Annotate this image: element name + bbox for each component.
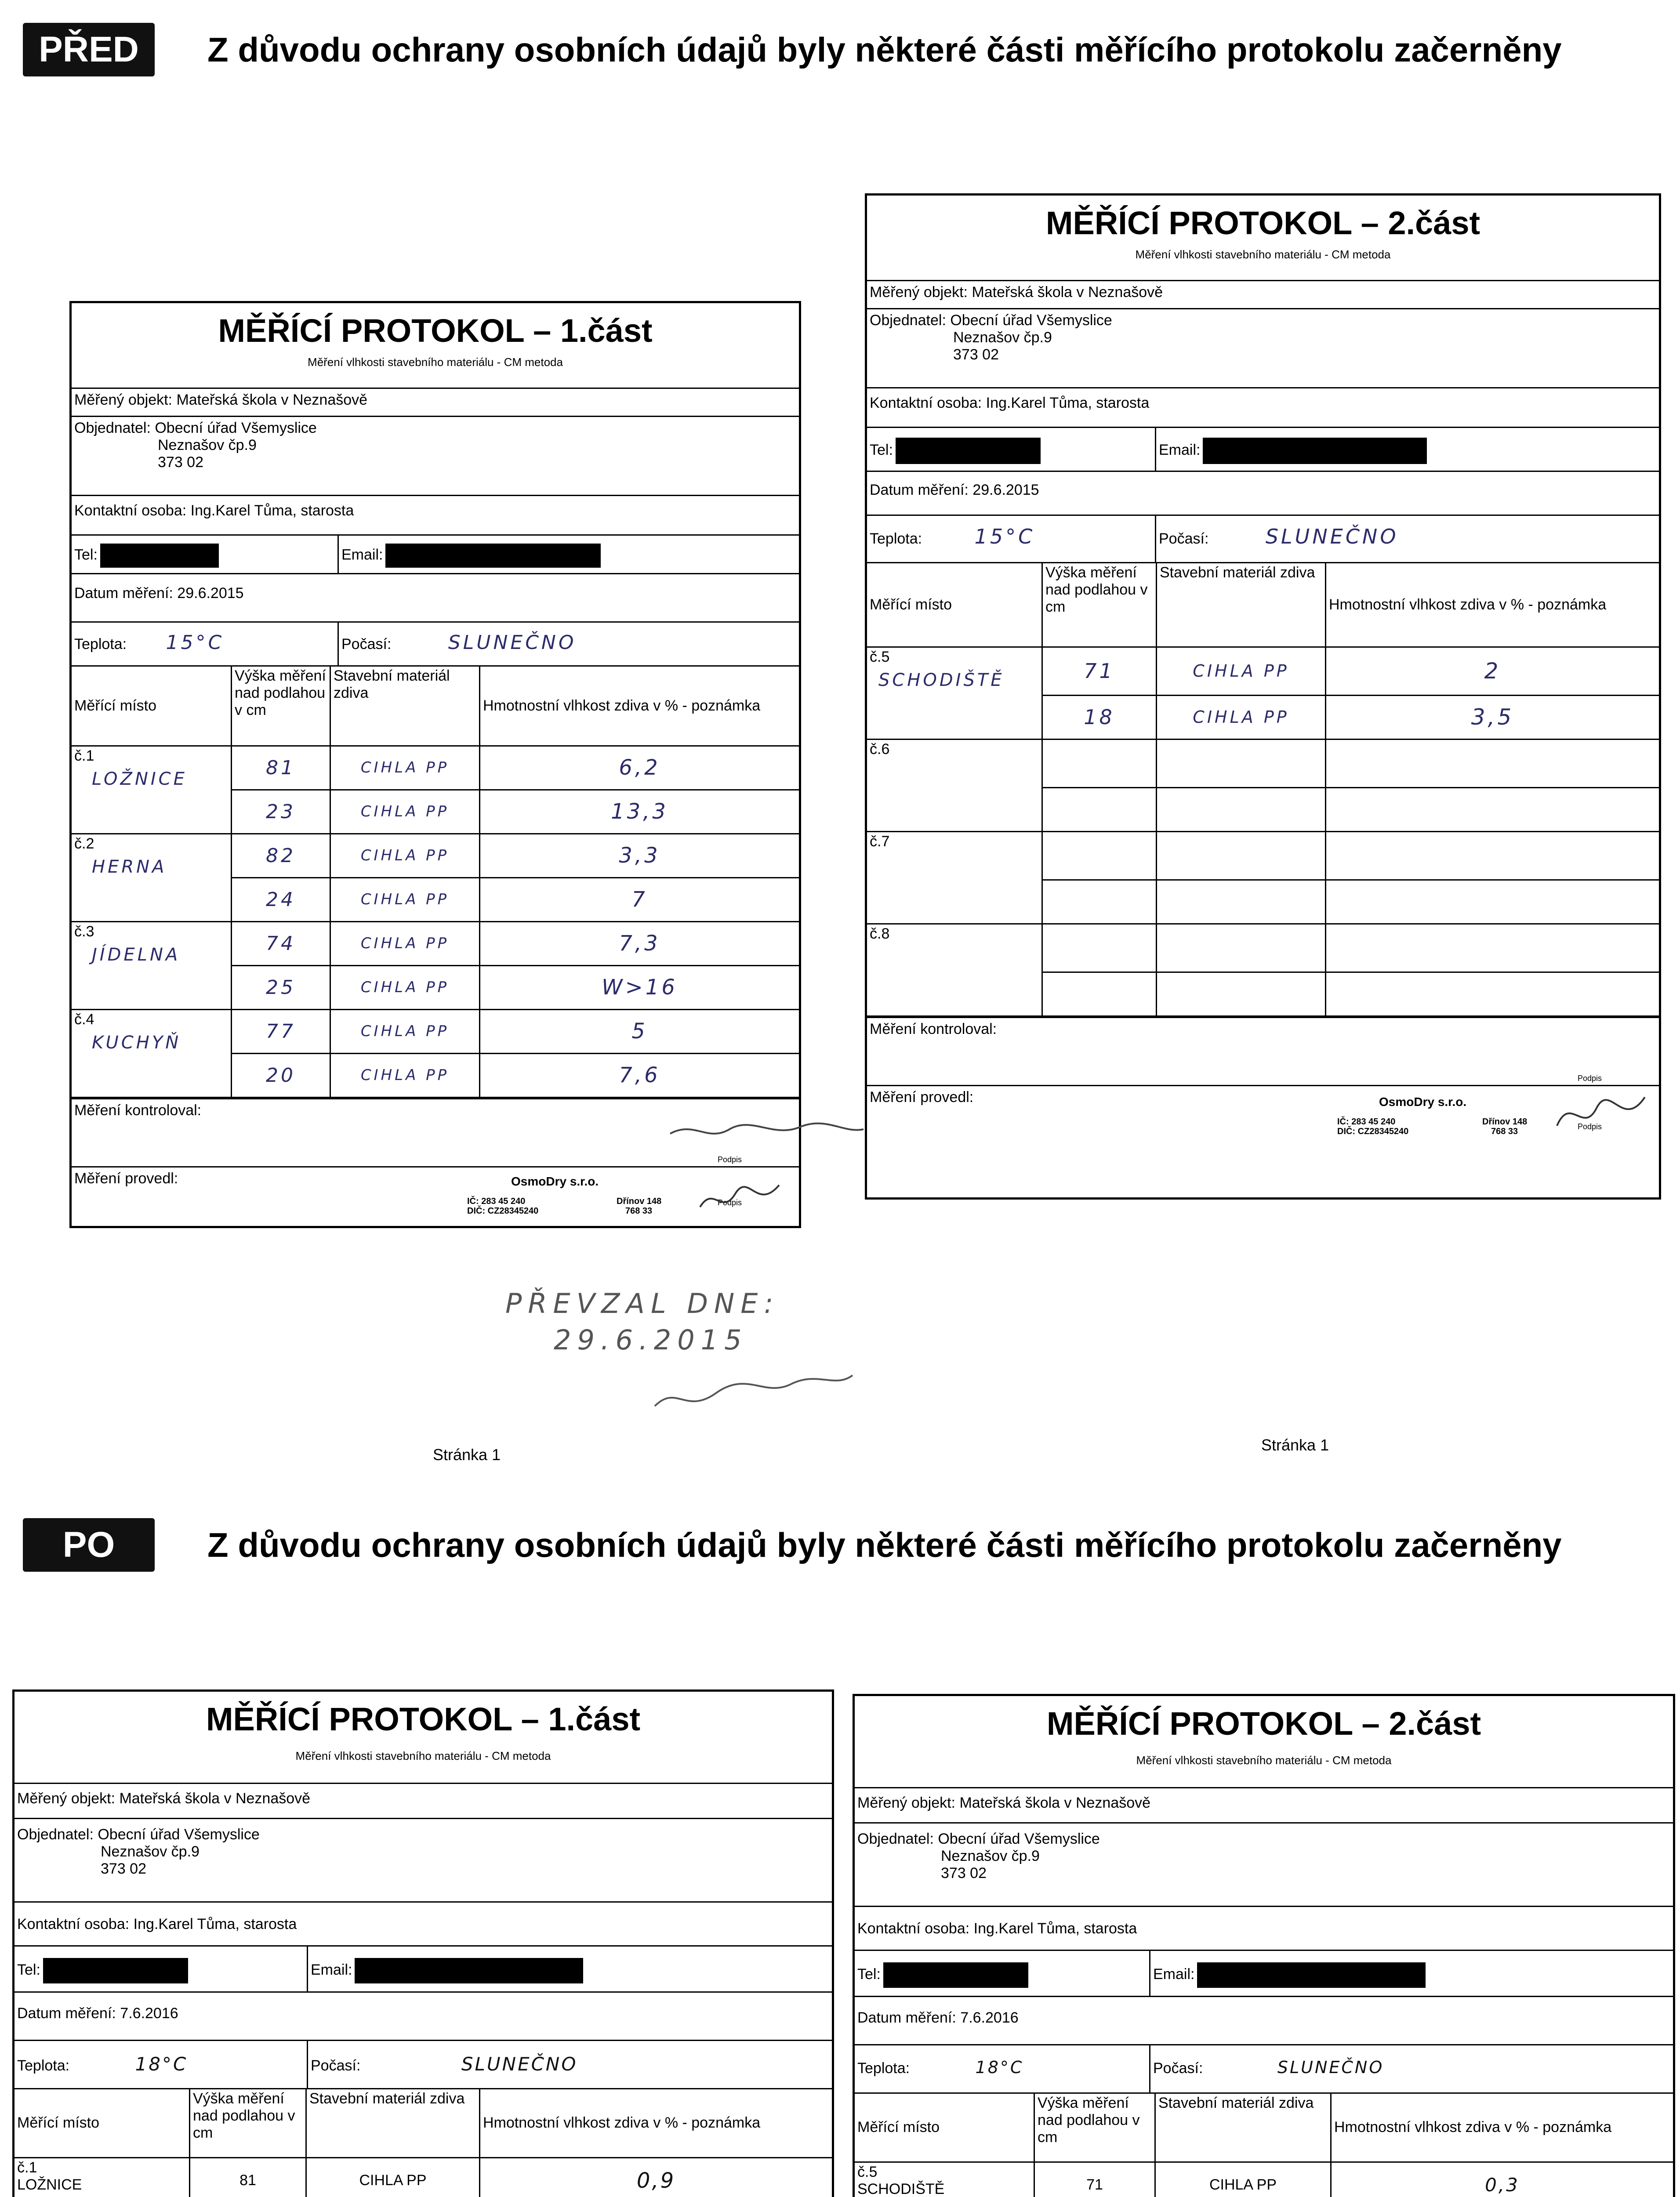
email-cell [337, 536, 799, 573]
moisture-value: 7,6 [480, 1053, 799, 1097]
temp-value: 18°C [135, 2053, 188, 2075]
date-row [15, 1993, 832, 2041]
material-value: CIHLA PP [306, 2157, 480, 2197]
object-text: Měřený objekt: Mateřská škola v Neznašově [74, 392, 368, 408]
moisture-value: 0,3 [1331, 2162, 1673, 2197]
place-cell [867, 647, 1042, 739]
temp-cell [855, 2045, 1149, 2092]
contact-row [72, 496, 799, 536]
material-value: CIHLA PP [330, 965, 480, 1009]
podpis-label: Podpis [717, 1198, 742, 1207]
temp-weather-row [867, 516, 1659, 563]
table-header-row [867, 563, 1659, 647]
table-header-row [72, 667, 799, 746]
received-note-line1: PŘEVZAL DNE: [505, 1287, 780, 1320]
signature-icon [696, 1176, 784, 1220]
temp-cell [15, 2041, 307, 2088]
temp-weather-row [72, 623, 799, 667]
height-value: 24 [232, 877, 330, 921]
date-text: Datum měření: 29.6.2015 [870, 482, 1039, 498]
date-row [72, 574, 799, 623]
tel-redaction [100, 544, 219, 568]
firm-zip: 768 33 [625, 1206, 653, 1216]
temp-value: 18°C [975, 2058, 1024, 2077]
weather-label: Počasí: [341, 636, 392, 653]
place-name: SCHODIŠTĚ [857, 2180, 945, 2197]
table-row [72, 746, 799, 790]
email-label: Email: [1159, 441, 1201, 458]
col-header-height: Výška měření nad podlahou v cm [190, 2089, 306, 2157]
temp-label: Teplota: [857, 2060, 910, 2077]
moisture-value: 2 [1326, 647, 1659, 695]
weather-value: SLUNEČNO [448, 631, 577, 654]
col-header-moisture: Hmotnostní vlhkost zdiva v % - poznámka [1331, 2094, 1673, 2162]
table-header-row [15, 2089, 832, 2157]
height-value: 25 [232, 965, 330, 1009]
col-header-place: Měřící místo [855, 2094, 1034, 2162]
object-row [855, 1788, 1673, 1824]
col-header-moisture: Hmotnostní vlhkost zdiva v % - poznámka [480, 2089, 832, 2157]
material-value: CIHLA PP [330, 834, 480, 877]
tel-cell [72, 536, 337, 573]
temp-label: Teplota: [74, 636, 127, 653]
table-row [867, 831, 1659, 880]
protocol-header [867, 196, 1659, 281]
measurement-table [867, 563, 1659, 1017]
tel-email-row [15, 1947, 832, 1993]
client-label: Objednatel: Obecní úřad Všemyslice [857, 1831, 1100, 1847]
place-cell [867, 831, 1042, 924]
tel-label: Tel: [17, 1961, 40, 1978]
temp-value: 15°C [974, 525, 1035, 548]
place-number: č.6 [870, 740, 890, 758]
date-row [855, 1997, 1673, 2045]
client-address: Neznašov čp.9 [158, 437, 257, 453]
received-note [505, 1287, 779, 1356]
material-value: CIHLA PP [330, 877, 480, 921]
measurement-table [855, 2094, 1673, 2197]
firm-dic: DIČ: CZ28345240 [1337, 1126, 1409, 1136]
tel-email-row [855, 1951, 1673, 1997]
table-row [15, 2157, 832, 2197]
temp-label: Teplota: [17, 2057, 70, 2074]
firm-dic: DIČ: CZ28345240 [467, 1206, 539, 1216]
tel-cell [867, 428, 1155, 471]
client-address: Neznašov čp.9 [953, 329, 1052, 346]
protocol-header [855, 1696, 1673, 1788]
performed-row [72, 1167, 799, 1239]
client-label: Objednatel: Obecní úřad Všemyslice [74, 420, 317, 436]
performed-label: Měření provedl: [74, 1170, 178, 1187]
email-redaction [1203, 438, 1427, 464]
object-row [15, 1784, 832, 1819]
table-header-row [855, 2094, 1673, 2162]
email-label: Email: [311, 1961, 352, 1978]
table-row [867, 739, 1659, 787]
place-number: č.3 [74, 923, 94, 940]
page-number: Stránka 1 [433, 1446, 501, 1464]
place-number: č.8 [870, 925, 890, 942]
tel-label: Tel: [870, 441, 893, 458]
col-header-material: Stavební materiál zdiva [1155, 2094, 1331, 2162]
temp-weather-row [855, 2045, 1673, 2094]
moisture-value: 3,3 [480, 834, 799, 877]
protocol-subtitle: Měření vlhkosti stavebního materiálu - CM metoda [295, 1749, 551, 1762]
place-cell [867, 924, 1042, 1016]
moisture-value: 7 [480, 877, 799, 921]
moisture-value: 13,3 [480, 790, 799, 834]
col-header-moisture: Hmotnostní vlhkost zdiva v % - poznámka [1326, 563, 1659, 647]
temp-weather-row [15, 2041, 832, 2089]
material-value: CIHLA PP [1157, 647, 1326, 695]
signature-icon [1553, 1091, 1649, 1139]
place-number: č.7 [870, 833, 890, 850]
col-header-height: Výška měření nad podlahou v cm [1034, 2094, 1155, 2162]
weather-value: SLUNEČNO [1277, 2058, 1384, 2077]
table-row [867, 647, 1659, 695]
weather-label: Počasí: [1153, 2060, 1203, 2077]
firm-address: Dřínov 148 [1482, 1117, 1528, 1127]
page-number: Stránka 1 [1261, 1436, 1329, 1454]
temp-cell [72, 623, 337, 665]
controlled-label: Měření kontroloval: [74, 1102, 202, 1119]
weather-value: SLUNEČNO [461, 2053, 578, 2075]
place-name: LOŽNICE [92, 769, 187, 789]
moisture-value: 6,2 [480, 746, 799, 790]
before-badge: PŘED [23, 23, 155, 76]
place-number: č.5 [857, 2163, 878, 2180]
height-value: 71 [1042, 647, 1157, 695]
contact-text: Kontaktní osoba: Ing.Karel Tůma, starosta [17, 1916, 297, 1932]
contact-row [867, 388, 1659, 428]
moisture-value: 5 [480, 1009, 799, 1053]
height-value: 81 [190, 2157, 306, 2197]
place-cell [867, 739, 1042, 831]
controlled-row [867, 1017, 1659, 1086]
client-row [15, 1819, 832, 1903]
place-number: č.1 [74, 747, 94, 764]
podpis-label: Podpis [717, 1155, 742, 1164]
moisture-value: 7,3 [480, 921, 799, 965]
contact-text: Kontaktní osoba: Ing.Karel Tůma, starosta [870, 395, 1150, 411]
email-cell [1155, 428, 1659, 471]
table-row [867, 924, 1659, 972]
col-header-material: Stavební materiál zdiva [306, 2089, 480, 2157]
date-text: Datum měření: 7.6.2016 [17, 2005, 178, 2022]
tel-redaction [896, 438, 1041, 464]
col-header-place: Měřící místo [867, 563, 1042, 647]
weather-cell [337, 623, 799, 665]
object-row [867, 281, 1659, 309]
protocol-title: MĚŘÍCÍ PROTOKOL – 1.část [218, 312, 653, 349]
place-cell [72, 921, 232, 1009]
protocol-header [15, 1692, 832, 1784]
material-value: CIHLA PP [330, 746, 480, 790]
email-cell [1149, 1951, 1673, 1996]
tel-redaction [883, 1962, 1028, 1988]
weather-value: SLUNEČNO [1265, 525, 1399, 548]
received-note-date: 29.6.2015 [554, 1324, 748, 1356]
contact-text: Kontaktní osoba: Ing.Karel Tůma, starosta [857, 1920, 1137, 1937]
tel-label: Tel: [857, 1965, 881, 1983]
client-row [855, 1824, 1673, 1907]
material-value: CIHLA PP [1155, 2162, 1331, 2197]
table-row [72, 1009, 799, 1053]
firm-address: Dřínov 148 [617, 1196, 662, 1206]
tel-label: Tel: [74, 546, 98, 563]
object-text: Měřený objekt: Mateřská škola v Neznašově [17, 1790, 311, 1807]
client-address: Neznašov čp.9 [941, 1848, 1040, 1864]
protocol-subtitle: Měření vlhkosti stavebního materiálu - CM metoda [1135, 248, 1391, 261]
table-row [855, 2162, 1673, 2197]
protocol-title: MĚŘÍCÍ PROTOKOL – 1.část [206, 1701, 641, 1737]
after-badge: PO [23, 1518, 155, 1572]
after-protocol-part1 [12, 1689, 834, 2197]
height-value: 71 [1034, 2162, 1155, 2197]
place-number: č.2 [74, 835, 94, 852]
place-name: JÍDELNA [92, 944, 181, 965]
measurement-table [72, 667, 799, 1098]
podpis-label: Podpis [1577, 1073, 1602, 1083]
place-number: č.5 [870, 648, 890, 665]
table-row [72, 921, 799, 965]
col-header-material: Stavební materiál zdiva [1157, 563, 1326, 647]
moisture-value: 0,9 [480, 2157, 832, 2197]
protocol-subtitle: Měření vlhkosti stavebního materiálu - CM metoda [1136, 1754, 1392, 1767]
weather-label: Počasí: [1159, 530, 1209, 547]
place-name: HERNA [92, 856, 167, 877]
client-address: Neznašov čp.9 [101, 1843, 200, 1860]
podpis-label: Podpis [1577, 1122, 1602, 1131]
weather-cell [1149, 2045, 1673, 2092]
measurement-table [15, 2089, 832, 2197]
after-banner [23, 1518, 1562, 1572]
protocol-title: MĚŘÍCÍ PROTOKOL – 2.část [1045, 205, 1480, 241]
place-cell [15, 2157, 190, 2197]
performed-label: Měření provedl: [870, 1088, 974, 1106]
place-name: SCHODIŠTĚ [878, 670, 1005, 690]
col-header-place: Měřící místo [72, 667, 232, 746]
tel-cell [855, 1951, 1149, 1996]
place-cell [72, 746, 232, 834]
height-value: 82 [232, 834, 330, 877]
contact-text: Kontaktní osoba: Ing.Karel Tůma, starosta [74, 502, 354, 519]
client-row [72, 417, 799, 496]
after-protocol-part2 [853, 1694, 1675, 2197]
date-text: Datum měření: 29.6.2015 [74, 585, 244, 602]
col-header-place: Měřící místo [15, 2089, 190, 2157]
material-value: CIHLA PP [330, 790, 480, 834]
email-redaction [385, 544, 601, 568]
col-header-height: Výška měření nad podlahou v cm [1042, 563, 1157, 647]
material-value: CIHLA PP [330, 1053, 480, 1097]
height-value: 74 [232, 921, 330, 965]
contact-row [15, 1903, 832, 1947]
material-value: CIHLA PP [330, 921, 480, 965]
place-cell [72, 834, 232, 921]
object-text: Měřený objekt: Mateřská škola v Neznašově [870, 284, 1163, 301]
weather-label: Počasí: [311, 2057, 361, 2074]
before-protocol-part1 [69, 301, 801, 1228]
height-value: 81 [232, 746, 330, 790]
contact-row [855, 1907, 1673, 1951]
client-zip: 373 02 [941, 1865, 987, 1882]
email-cell [307, 1947, 832, 1991]
material-value: CIHLA PP [1157, 695, 1326, 739]
place-name: KUCHYŇ [92, 1032, 181, 1053]
place-cell [855, 2162, 1034, 2197]
client-label: Objednatel: Obecní úřad Všemyslice [17, 1826, 260, 1843]
controlled-label: Měření kontroloval: [870, 1020, 997, 1037]
before-banner [23, 23, 1562, 76]
col-header-height: Výška měření nad podlahou v cm [232, 667, 330, 746]
tel-email-row [72, 536, 799, 574]
moisture-value: W>16 [480, 965, 799, 1009]
client-label: Objednatel: Obecní úřad Všemyslice [870, 312, 1112, 329]
protocol-header [72, 303, 799, 389]
weather-cell [307, 2041, 832, 2088]
client-zip: 373 02 [953, 346, 999, 363]
email-redaction [1197, 1962, 1426, 1988]
signature-icon [668, 1116, 866, 1151]
table-row [72, 834, 799, 877]
email-label: Email: [1153, 1965, 1195, 1983]
height-value: 23 [232, 790, 330, 834]
place-number: č.1 [17, 2159, 37, 2176]
height-value: 18 [1042, 695, 1157, 739]
temp-value: 15°C [166, 631, 225, 654]
tel-email-row [867, 428, 1659, 472]
firm-stamp: OsmoDry s.r.o. [1379, 1095, 1467, 1109]
before-protocol-part2 [865, 193, 1661, 1200]
protocol-subtitle: Měření vlhkosti stavebního materiálu - CM metoda [308, 355, 563, 369]
moisture-value: 3,5 [1326, 695, 1659, 739]
col-header-moisture: Hmotnostní vlhkost zdiva v % - poznámka [480, 667, 799, 746]
place-cell [72, 1009, 232, 1097]
email-label: Email: [341, 546, 383, 563]
object-text: Měřený objekt: Mateřská škola v Neznašově [857, 1795, 1151, 1811]
weather-cell [1155, 516, 1659, 562]
performed-row [867, 1086, 1659, 1157]
client-zip: 373 02 [101, 1860, 146, 1877]
tel-cell [15, 1947, 307, 1991]
firm-ic: IČ: 283 45 240 [467, 1196, 526, 1206]
email-redaction [355, 1958, 583, 1983]
place-number: č.4 [74, 1011, 94, 1028]
height-value: 77 [232, 1009, 330, 1053]
client-zip: 373 02 [158, 454, 203, 471]
firm-ic: IČ: 283 45 240 [1337, 1117, 1396, 1127]
height-value: 20 [232, 1053, 330, 1097]
tel-redaction [43, 1958, 188, 1983]
temp-label: Teplota: [870, 530, 922, 547]
firm-stamp: OsmoDry s.r.o. [511, 1174, 599, 1188]
object-row [72, 389, 799, 417]
firm-zip: 768 33 [1491, 1126, 1518, 1136]
material-value: CIHLA PP [330, 1009, 480, 1053]
date-text: Datum měření: 7.6.2016 [857, 2009, 1019, 2026]
signature-icon [650, 1367, 857, 1419]
date-row [867, 472, 1659, 516]
place-name: LOŽNICE [17, 2176, 82, 2193]
protocol-title: MĚŘÍCÍ PROTOKOL – 2.část [1046, 1705, 1481, 1742]
client-row [867, 309, 1659, 388]
before-notice: Z důvodu ochrany osobních údajů byly některé části měřícího protokolu začerněny [207, 30, 1562, 69]
col-header-material: Stavební materiál zdiva [330, 667, 480, 746]
after-notice: Z důvodu ochrany osobních údajů byly některé části měřícího protokolu začerněny [207, 1525, 1562, 1564]
temp-cell [867, 516, 1155, 562]
